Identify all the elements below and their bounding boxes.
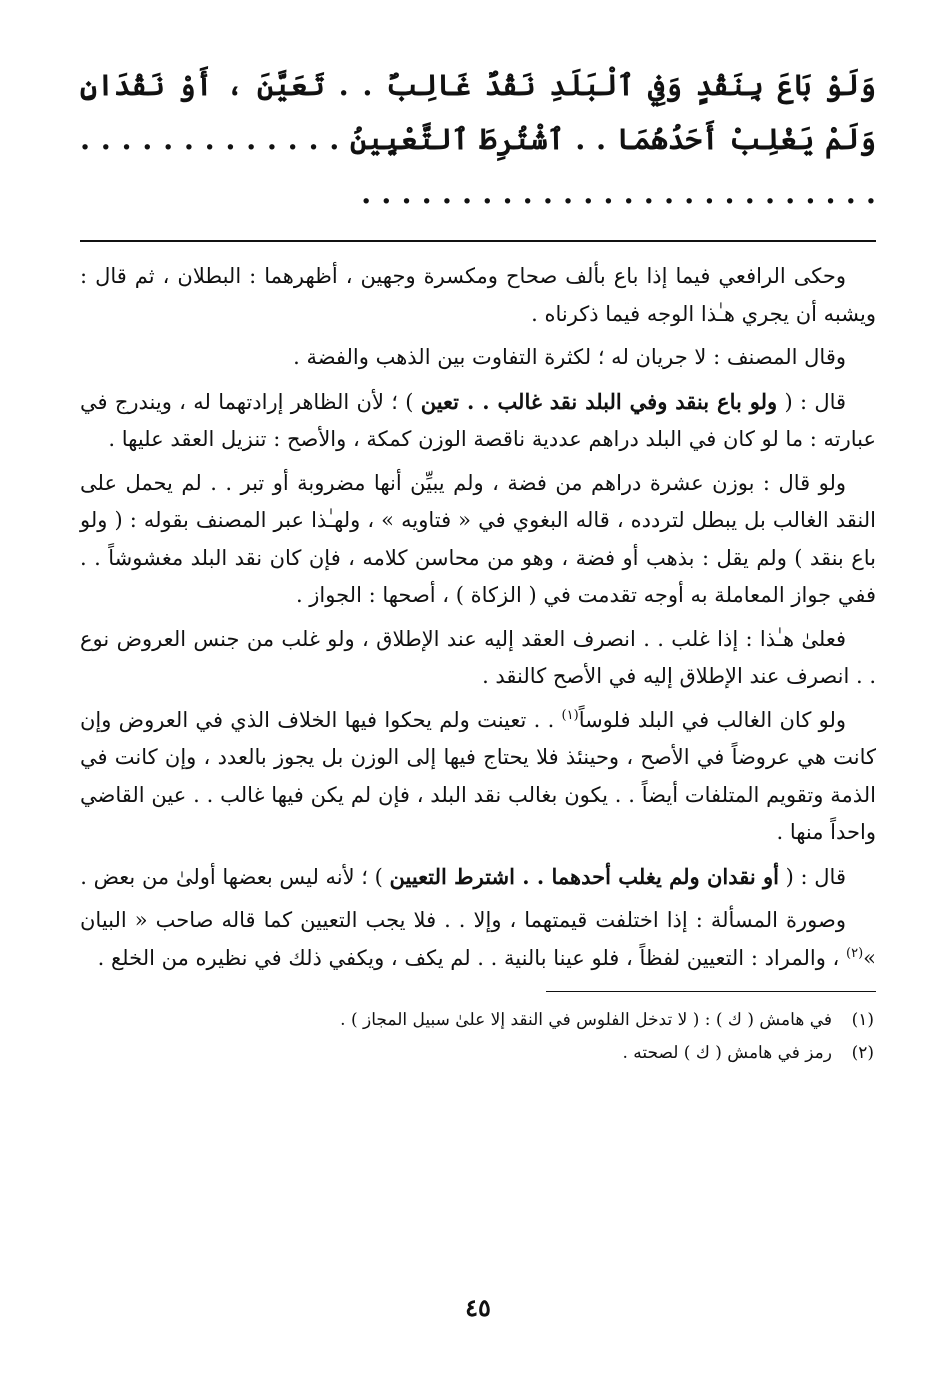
footnote-separator-rule (546, 991, 876, 992)
paragraph-rest: ) ؛ لأنه ليس بعضها أولىٰ من بعض . (80, 864, 390, 889)
matn-text: وَلَوْ بَاعَ بِنَقْدٍ وَفِي ٱلْبَلَدِ نَقْدٌ غَالِبٌ . . تَعَيَّنَ ، أَوْ نَقْدَانِ وَلَمْ يَغْلِبْ أَحَدُهُمَا . . ٱشْتُرِطَ ٱلتَّعْيِينُ . . . . . . . . . . . . . . . . . . . . . . . . . . . . . . . . . . . . . . . (80, 68, 876, 210)
paragraph-rest: ، والمراد : التعيين لفظاً ، فلو عينا بالنية . . لم يكف ، ويكفي ذلك في نظيره من الخلع . (97, 945, 846, 970)
commentary-body (80, 258, 876, 977)
commentary-paragraph (80, 383, 876, 459)
footnote-ref: (٢) (846, 945, 864, 961)
commentary-paragraph: فعلىٰ هـٰذا : إذا غلب . . انصرف العقد إليه عند الإطلاق ، ولو غلب من جنس العروض نوع . . انصرف عند الإطلاق إليه في الأصح كالنقد . (80, 626, 876, 688)
paragraph-rest: . . تعينت ولم يحكوا فيها الخلاف الذي في العروض وإن كانت هي عروضاً في الأصح ، وحينئذ فلا يحتاج فيها إلى الوزن بل يجوز بالعدد ، وإن كانت في الذمة وتقويم المتلفات أيضاً . . يكون بغالب نقد البلد ، فإن لم يكن فيها غالب . . عين القاضي واحداً منها . (80, 707, 876, 844)
footnote-number: (١) (851, 1010, 874, 1030)
paragraph-start: ولو كان الغالب في البلد فلوساً (578, 707, 846, 732)
commentary-paragraph (80, 702, 876, 852)
matn-quote: ولو باع بنقد وفي البلد نقد غالب . . تعين (420, 388, 778, 414)
footnote-item (80, 1004, 874, 1037)
quote-open: قال : ( (779, 864, 846, 889)
commentary-paragraph (80, 902, 876, 977)
commentary-paragraph: ولو قال : بوزن عشرة دراهم من فضة ، ولم يبيِّن أنها مضروبة أو تبر . . لم يحمل على النقد الغالب بل يبطل لتردده ، قاله البغوي في « فتاويه » ، ولهـٰذا عبر المصنف بقوله : ( ولو باع بنقد ) ولم يقل : بذهب أو فضة ، وهو من محاسن كلامه ، فإن كان نقد البلد مغشوشاً . . ففي جواز المعاملة به أوجه تقدمت في ( الزكاة ) ، أصحها : الجواز . (80, 470, 876, 607)
commentary-paragraph: وحكى الرافعي فيما إذا باع بألف صحاح ومكسرة وجهين ، أظهرهما : البطلان ، ثم قال : ويشبه أن يجري هـٰذا الوجه فيما ذكرناه . (80, 264, 876, 326)
footnote-number: (٢) (851, 1043, 874, 1063)
footnote-text: رمز في هامش ( ك ) لصحته . (622, 1043, 832, 1063)
paragraph-start: وصورة المسألة : إذا اختلفت قيمتهما ، وإلا . . فلا يجب التعيين كما قاله صاحب « البيان » (80, 908, 876, 970)
footnotes (80, 1004, 876, 1070)
matn-quote: أو نقدان ولم يغلب أحدهما . . اشترط التعيين (389, 863, 779, 889)
paragraph-rest: ) ؛ لأن الظاهر إرادتهما له ، ويندرج في عبارته : ما لو كان في البلد دراهم عددية ناقصة الوزن كمكة ، والأصح : تنزيل العقد عليها . (80, 389, 876, 451)
quote-open: قال : ( (777, 389, 847, 414)
matn-separator-rule (80, 240, 876, 242)
commentary-paragraph (80, 858, 876, 897)
footnote-ref: (١) (561, 707, 579, 723)
page-number: ٤٥ (465, 1293, 491, 1322)
commentary-paragraph: وقال المصنف : لا جريان له ؛ لكثرة التفاوت بين الذهب والفضة . (293, 345, 846, 369)
footnote-text: في هامش ( ك ) : ( لا تدخل الفلوس في النقد إلا علىٰ سبيل المجاز ) . (340, 1010, 832, 1030)
footnote-item (80, 1037, 874, 1070)
book-page (80, 58, 876, 1358)
